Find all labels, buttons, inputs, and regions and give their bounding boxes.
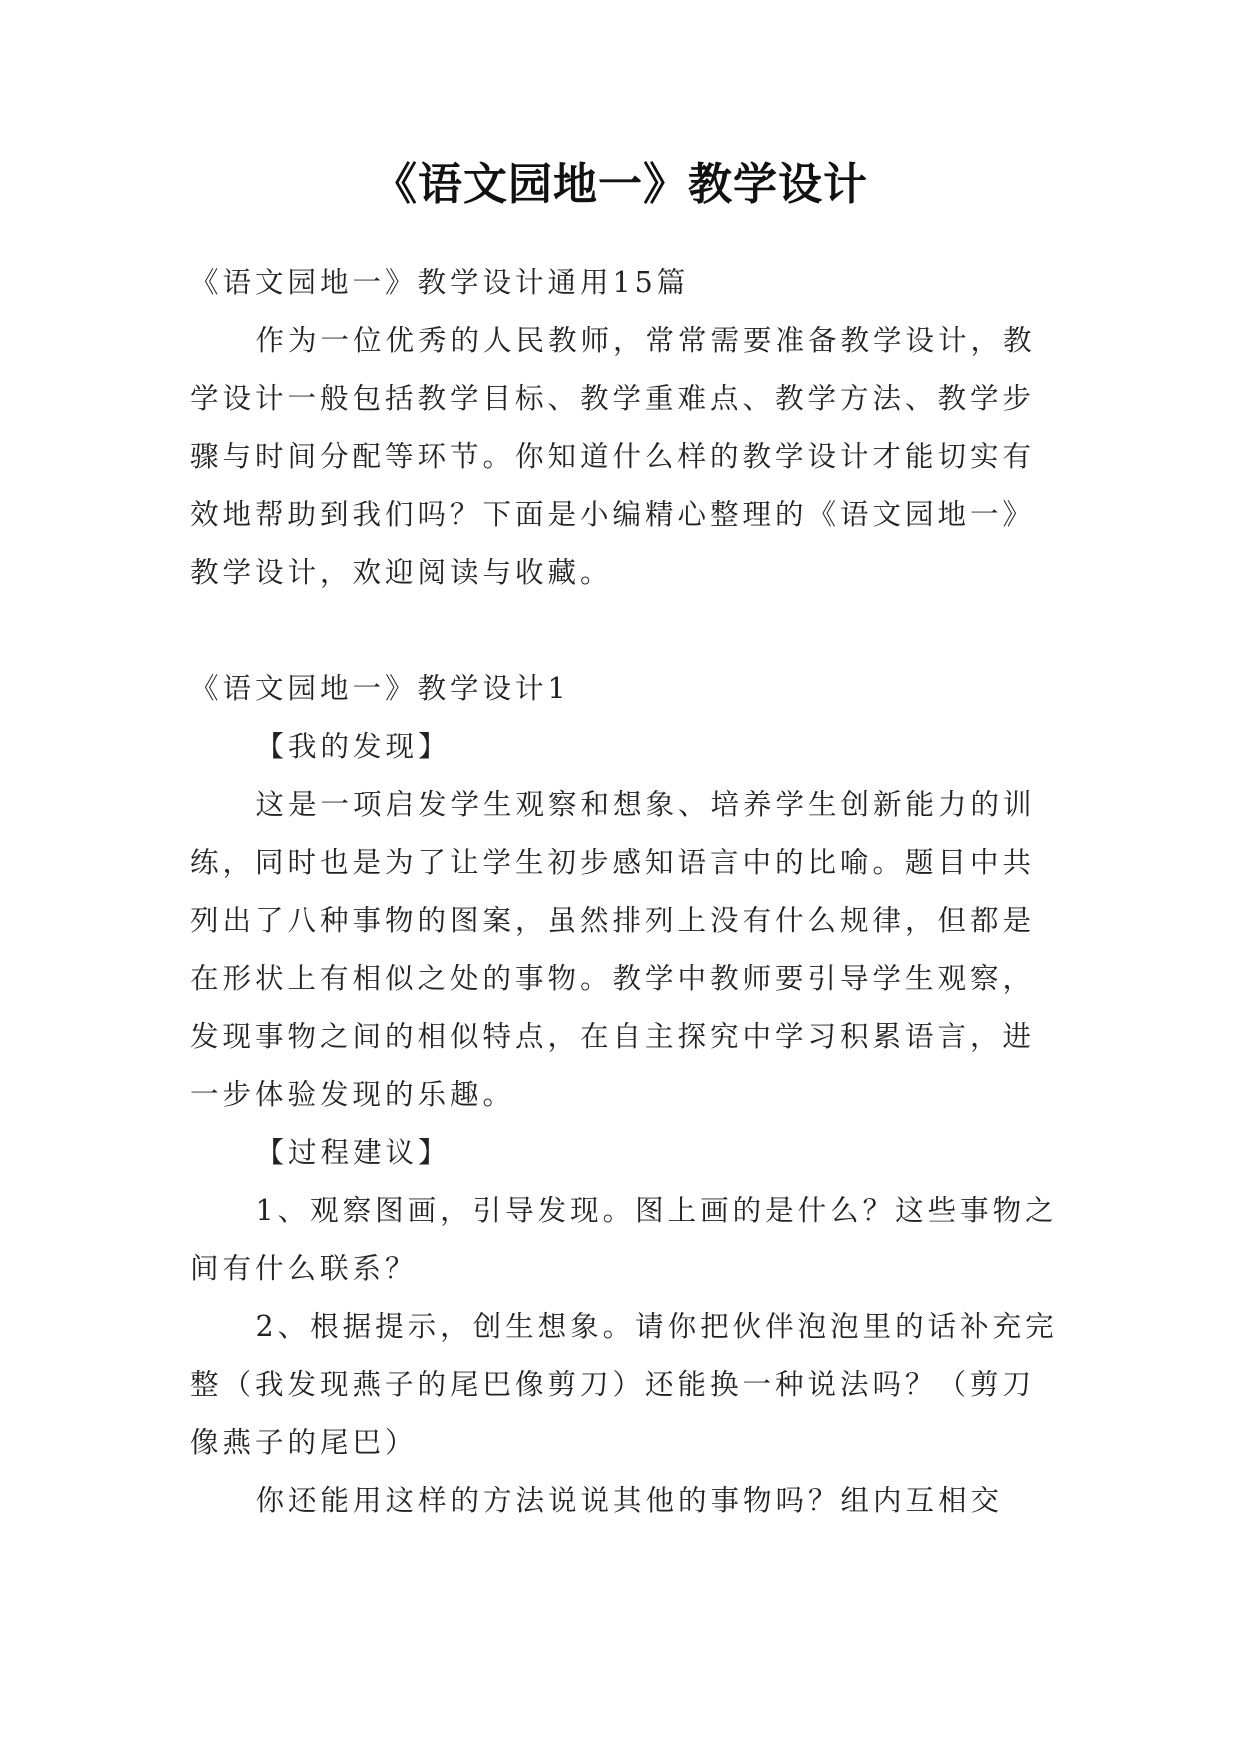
document-body bbox=[190, 254, 1060, 1530]
section-heading: 《语文园地一》教学设计1 bbox=[190, 672, 570, 705]
process-heading: 【过程建议】 bbox=[255, 1136, 451, 1169]
step-1-paragraph: 1、观察图画，引导发现。图上画的是什么？这些事物之间有什么联系？ bbox=[190, 1194, 1058, 1285]
subtitle: 《语文园地一》教学设计通用15篇 bbox=[190, 266, 690, 299]
discovery-heading: 【我的发现】 bbox=[255, 730, 451, 763]
spacer bbox=[190, 602, 1060, 660]
intro-paragraph: 作为一位优秀的人民教师，常常需要准备教学设计，教学设计一般包括教学目标、教学重难点、教学方法、教学步骤与时间分配等环节。你知道什么样的教学设计才能切实有效地帮助到我们吗？下面是小编精心整理的《语文园地一》教学设计，欢迎阅读与收藏。 bbox=[190, 324, 1036, 589]
discovery-paragraph: 这是一项启发学生观察和想象、培养学生创新能力的训练，同时也是为了让学生初步感知语言中的比喻。题目中共列出了八种事物的图案，虽然排列上没有什么规律，但都是在形状上有相似之处的事物。教学中教师要引导学生观察，发现事物之间的相似特点，在自主探究中学习积累语言，进一步体验发现的乐趣。 bbox=[190, 788, 1036, 1111]
step-2-paragraph: 2、根据提示，创生想象。请你把伙伴泡泡里的话补充完整（我发现燕子的尾巴像剪刀）还能换一种说法吗？（剪刀像燕子的尾巴） bbox=[190, 1310, 1058, 1459]
document-title: 《语文园地一》教学设计 bbox=[373, 159, 868, 210]
step-3-paragraph: 你还能用这样的方法说说其他的事物吗？组内互相交 bbox=[255, 1484, 1004, 1517]
